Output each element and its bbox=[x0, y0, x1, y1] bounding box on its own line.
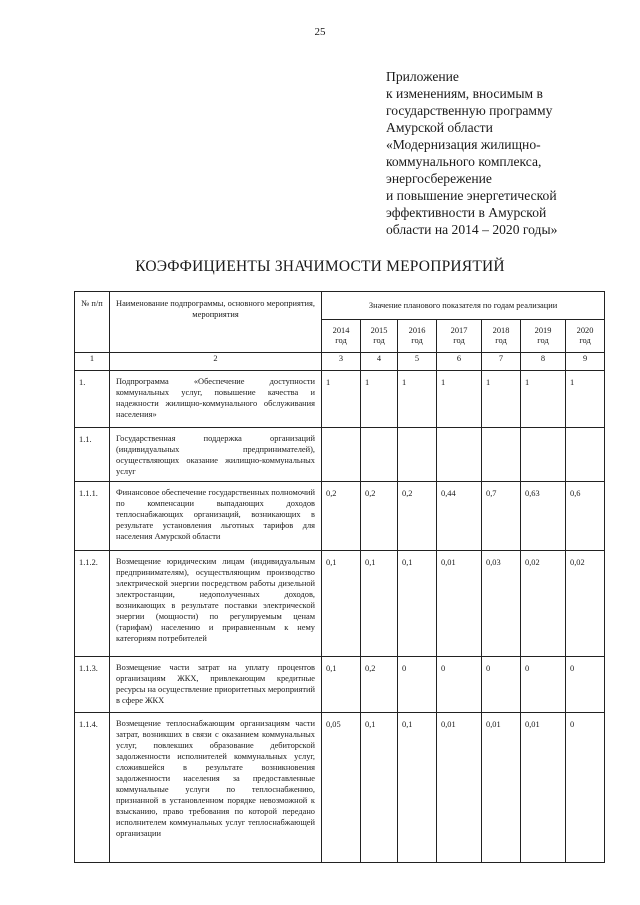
row-value: 0,01 bbox=[437, 713, 482, 863]
appendix-line: «Модернизация жилищно- bbox=[386, 137, 541, 152]
header-years-group: Значение планового показателя по годам реализации bbox=[322, 292, 605, 320]
appendix-line: Амурской области bbox=[386, 120, 493, 135]
column-index: 6 bbox=[437, 353, 482, 371]
column-index: 8 bbox=[521, 353, 566, 371]
column-index: 7 bbox=[482, 353, 521, 371]
header-name: Наименование подпрограммы, основного мероприятия, мероприятия bbox=[110, 292, 322, 353]
row-value: 1 bbox=[361, 371, 398, 428]
header-year: 2014 год bbox=[322, 320, 361, 353]
appendix-line: и повышение энергетической bbox=[386, 188, 557, 203]
appendix-note bbox=[386, 68, 626, 238]
row-value: 0 bbox=[566, 657, 605, 713]
column-index: 1 bbox=[75, 353, 110, 371]
row-value bbox=[566, 428, 605, 482]
row-name: Подпрограмма «Обеспечение доступности коммунальных услуг, повышение качества и надежности жилищно-коммунального обслуживания населения» bbox=[110, 371, 322, 428]
row-value: 0,1 bbox=[398, 713, 437, 863]
header-number: № п/п bbox=[75, 292, 110, 353]
header-year: 2015 год bbox=[361, 320, 398, 353]
row-value: 1 bbox=[322, 371, 361, 428]
row-value: 0 bbox=[398, 657, 437, 713]
row-value: 1 bbox=[437, 371, 482, 428]
table-row bbox=[75, 551, 605, 657]
row-value: 0,2 bbox=[322, 482, 361, 551]
row-value: 0 bbox=[482, 657, 521, 713]
appendix-line: к изменениям, вносимым в bbox=[386, 86, 543, 101]
row-value: 0,1 bbox=[322, 657, 361, 713]
row-value bbox=[482, 428, 521, 482]
appendix-line: коммунального комплекса, bbox=[386, 154, 542, 169]
row-value: 0,44 bbox=[437, 482, 482, 551]
column-index: 2 bbox=[110, 353, 322, 371]
row-number: 1.1.2. bbox=[75, 551, 110, 657]
header-year: 2018 год bbox=[482, 320, 521, 353]
appendix-line: области на 2014 – 2020 годы» bbox=[386, 222, 558, 237]
row-number: 1.1.1. bbox=[75, 482, 110, 551]
row-value: 0 bbox=[521, 657, 566, 713]
row-value: 0,03 bbox=[482, 551, 521, 657]
row-value: 0,01 bbox=[521, 713, 566, 863]
row-value bbox=[361, 428, 398, 482]
row-value: 1 bbox=[398, 371, 437, 428]
coefficients-table bbox=[74, 291, 605, 863]
table-row bbox=[75, 713, 605, 863]
row-number: 1.1.3. bbox=[75, 657, 110, 713]
row-name: Финансовое обеспечение государственных полномочий по компенсации выпадающих доходов теплоснабжающих организаций, возникающих в результате установления льготных тарифов для населения Амурской области bbox=[110, 482, 322, 551]
row-name: Возмещение юридическим лицам (индивидуальным предпринимателям), осуществляющим производство электрической энергии посредством работы дизельной электростанции, недополученных доходов, возникающих в результате поставки электрической энергии (мощности) по регулируемым ценам (тарифам) населению и приравненным к нему категориям потребителей bbox=[110, 551, 322, 657]
table-row bbox=[75, 482, 605, 551]
row-value bbox=[437, 428, 482, 482]
row-name: Возмещение части затрат на уплату процентов организациям ЖКХ, привлекающим кредитные ресурсы на осуществление приоритетных мероприятий в сфере ЖКХ bbox=[110, 657, 322, 713]
header-year: 2017 год bbox=[437, 320, 482, 353]
header-year: 2016 год bbox=[398, 320, 437, 353]
row-name: Государственная поддержка организаций (индивидуальных предпринимателей), осуществляющих оказание жилищно-коммунальных услуг bbox=[110, 428, 322, 482]
row-value: 0,1 bbox=[322, 551, 361, 657]
row-number: 1. bbox=[75, 371, 110, 428]
appendix-line: энергосбережение bbox=[386, 171, 492, 186]
column-index: 4 bbox=[361, 353, 398, 371]
row-value: 0,1 bbox=[361, 551, 398, 657]
row-number: 1.1. bbox=[75, 428, 110, 482]
row-value: 0,2 bbox=[398, 482, 437, 551]
row-value: 0,2 bbox=[361, 482, 398, 551]
table-row bbox=[75, 371, 605, 428]
row-value: 0,05 bbox=[322, 713, 361, 863]
row-value: 0,1 bbox=[398, 551, 437, 657]
header-year: 2019 год bbox=[521, 320, 566, 353]
column-index: 9 bbox=[566, 353, 605, 371]
row-value: 0 bbox=[437, 657, 482, 713]
row-value: 1 bbox=[566, 371, 605, 428]
row-value: 0,63 bbox=[521, 482, 566, 551]
row-value: 0,02 bbox=[521, 551, 566, 657]
row-value: 0,1 bbox=[361, 713, 398, 863]
row-number: 1.1.4. bbox=[75, 713, 110, 863]
row-value: 0,7 bbox=[482, 482, 521, 551]
table-row bbox=[75, 657, 605, 713]
row-value: 0 bbox=[566, 713, 605, 863]
row-value: 0,6 bbox=[566, 482, 605, 551]
table-row bbox=[75, 428, 605, 482]
appendix-line: Приложение bbox=[386, 69, 459, 84]
row-value bbox=[398, 428, 437, 482]
row-value: 1 bbox=[521, 371, 566, 428]
page-number: 25 bbox=[314, 26, 326, 38]
row-value: 0,01 bbox=[482, 713, 521, 863]
row-value: 0,01 bbox=[437, 551, 482, 657]
row-value: 1 bbox=[482, 371, 521, 428]
column-index-row bbox=[75, 353, 605, 371]
appendix-line: эффективности в Амурской bbox=[386, 205, 547, 220]
header-year: 2020 год bbox=[566, 320, 605, 353]
appendix-line: государственную программу bbox=[386, 103, 553, 118]
column-index: 3 bbox=[322, 353, 361, 371]
document-title: КОЭФФИЦИЕНТЫ ЗНАЧИМОСТИ МЕРОПРИЯТИЙ bbox=[135, 258, 505, 275]
row-name: Возмещение теплоснабжающим организациям части затрат, возникших в связи с оказанием коммунальных услуг, повлекших образование дебиторской задолженности исполнителей коммунальных услуг, сложившейся в результате возникновения задолженности населения за предоставленные коммунальные услуги по теплоснабжению, признанной в установленном порядке невозможной к взысканию, право требования по которой передано исполнителем коммунальных услуг теплоснабжающей организации bbox=[110, 713, 322, 863]
row-value bbox=[521, 428, 566, 482]
row-value bbox=[322, 428, 361, 482]
column-index: 5 bbox=[398, 353, 437, 371]
row-value: 0,02 bbox=[566, 551, 605, 657]
row-value: 0,2 bbox=[361, 657, 398, 713]
